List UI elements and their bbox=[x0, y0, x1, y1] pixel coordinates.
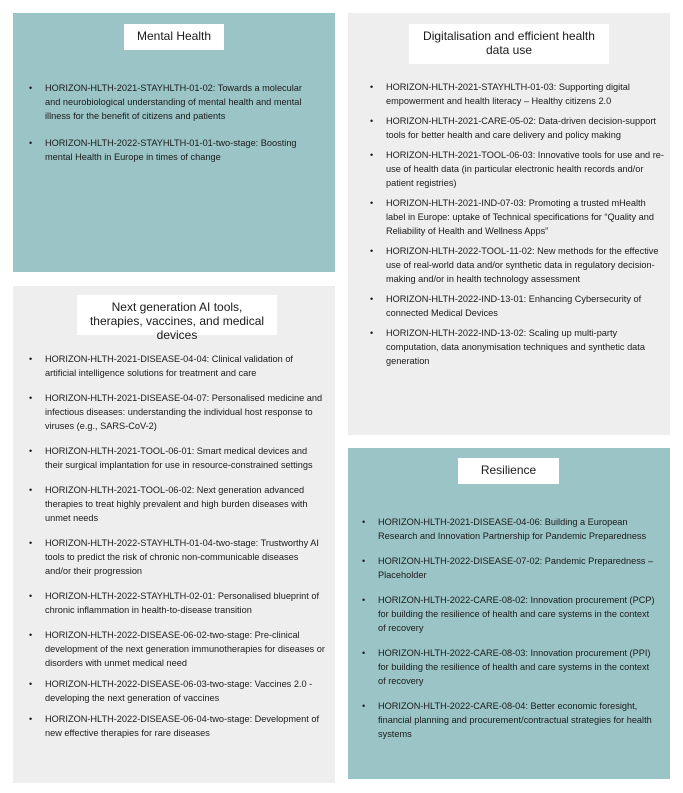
list-item: • HORIZON-HLTH-2021-DISEASE-04-06: Building a European Research and Innovation Partnership for Pandemic Preparedness bbox=[362, 515, 658, 543]
topic-list bbox=[370, 80, 666, 368]
list-item: • HORIZON-HLTH-2022-IND-13-02: Scaling up multi-party computation, data anonymisation techniques and synthetic data generation bbox=[370, 326, 666, 368]
list-item: • HORIZON-HLTH-2021-DISEASE-04-07: Personalised medicine and infectious diseases: understanding the individual host response to viruses (e.g., SARS-CoV-2) bbox=[29, 391, 325, 433]
list-item: • HORIZON-HLTH-2022-DISEASE-06-02-two-stage: Pre-clinical development of the next generation immunotherapies for diseases or disorders with unmet medical need bbox=[29, 628, 325, 670]
list-item: • HORIZON-HLTH-2022-CARE-08-02: Innovation procurement (PCP) for building the resilience of health and care systems in the context of recovery bbox=[362, 593, 658, 635]
panel-title: Next generation AI tools, therapies, vaccines, and medical devices bbox=[77, 295, 277, 335]
panel-title: Mental Health bbox=[124, 24, 224, 50]
list-item: • HORIZON-HLTH-2021-CARE-05-02: Data-driven decision-support tools for better health and care delivery and policy making bbox=[370, 114, 666, 142]
list-item: • HORIZON-HLTH-2022-CARE-08-03: Innovation procurement (PPI) for building the resilience of health and care systems in the context of recovery bbox=[362, 646, 658, 688]
list-item: • HORIZON-HLTH-2022-IND-13-01: Enhancing Cybersecurity of connected Medical Devices bbox=[370, 292, 666, 320]
digitalisation-panel bbox=[348, 13, 670, 435]
panel-title: Resilience bbox=[458, 458, 559, 484]
resilience-panel bbox=[348, 448, 670, 779]
list-item: • HORIZON-HLTH-2022-DISEASE-06-04-two-stage: Development of new effective therapies for rare diseases bbox=[29, 712, 325, 740]
topic-list bbox=[362, 515, 658, 741]
list-item: • HORIZON-HLTH-2021-STAYHLTH-01-02: Towards a molecular and neurobiological understanding of mental health and mental illness for the benefit of citizens and patients bbox=[29, 81, 309, 123]
topic-list bbox=[29, 81, 309, 164]
list-item: • HORIZON-HLTH-2022-STAYHLTH-01-01-two-stage: Boosting mental Health in Europe in times of change bbox=[29, 136, 309, 164]
list-item: • HORIZON-HLTH-2022-TOOL-11-02: New methods for the effective use of real-world data and/or synthetic data in regulatory decision-making and/or in health technology assessment bbox=[370, 244, 666, 286]
list-item: • HORIZON-HLTH-2021-TOOL-06-02: Next generation advanced therapies to treat highly prevalent and high burden diseases with unmet needs bbox=[29, 483, 325, 525]
list-item: • HORIZON-HLTH-2021-DISEASE-04-04: Clinical validation of artificial intelligence solutions for treatment and care bbox=[29, 352, 325, 380]
panel-title: Digitalisation and efficient health data use bbox=[409, 24, 609, 64]
next-generation-panel bbox=[13, 286, 335, 783]
list-item: • HORIZON-HLTH-2021-STAYHLTH-01-03: Supporting digital empowerment and health literacy – Healthy citizens 2.0 bbox=[370, 80, 666, 108]
topic-list bbox=[29, 352, 325, 740]
list-item: • HORIZON-HLTH-2022-CARE-08-04: Better economic foresight, financial planning and procurement/contractual strategies for health systems bbox=[362, 699, 658, 741]
list-item: • HORIZON-HLTH-2022-STAYHLTH-02-01: Personalised blueprint of chronic inflammation in health-to-disease transition bbox=[29, 589, 325, 617]
list-item: • HORIZON-HLTH-2022-DISEASE-07-02: Pandemic Preparedness – Placeholder bbox=[362, 554, 658, 582]
list-item: • HORIZON-HLTH-2022-DISEASE-06-03-two-stage: Vaccines 2.0 - developing the next generation of vaccines bbox=[29, 677, 325, 705]
list-item: • HORIZON-HLTH-2021-TOOL-06-01: Smart medical devices and their surgical implantation for use in resource-constrained settings bbox=[29, 444, 325, 472]
list-item: • HORIZON-HLTH-2021-IND-07-03: Promoting a trusted mHealth label in Europe: uptake of Technical specifications for “Quality and Reliability of Health and Wellness Apps” bbox=[370, 196, 666, 238]
list-item: • HORIZON-HLTH-2021-TOOL-06-03: Innovative tools for use and re-use of health data (in particular electronic health records and/or patient registries) bbox=[370, 148, 666, 190]
list-item: • HORIZON-HLTH-2022-STAYHLTH-01-04-two-stage: Trustworthy AI tools to predict the risk of chronic non-communicable diseases and/or their progression bbox=[29, 536, 325, 578]
mental-health-panel bbox=[13, 13, 335, 272]
